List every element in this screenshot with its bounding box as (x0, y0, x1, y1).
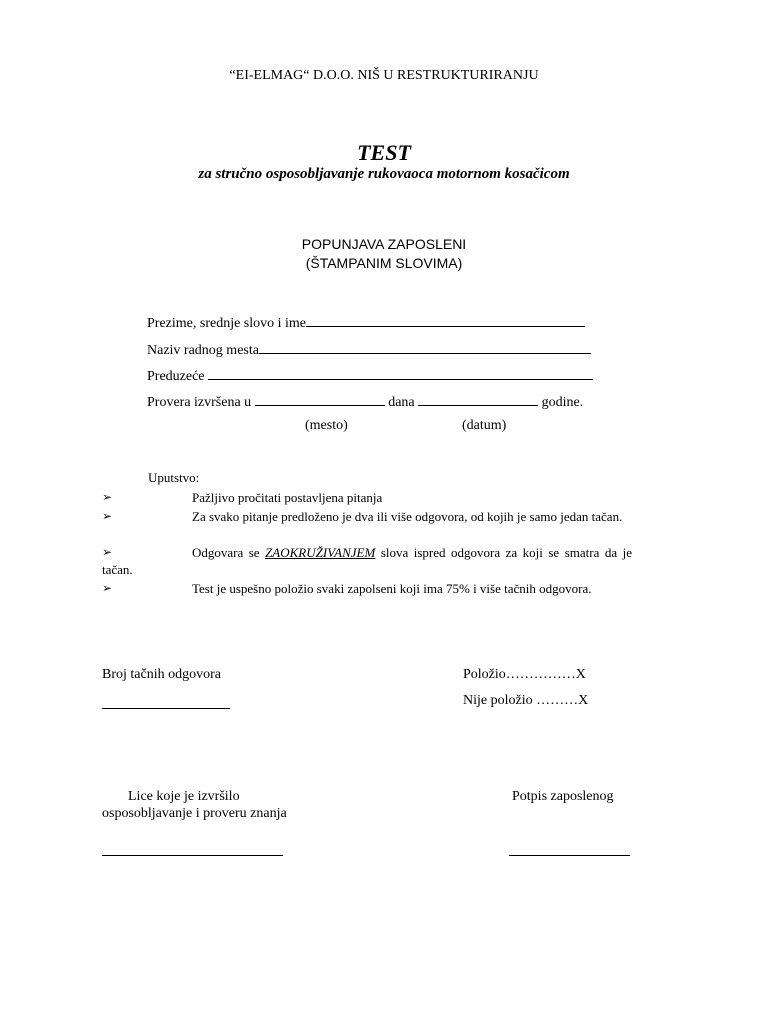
instruction-text-after: slova ispred odgovora za koji se smatra da je tačan. (102, 545, 632, 577)
failed-option[interactable]: Nije položio ………X (463, 693, 589, 708)
name-field-row (147, 314, 585, 332)
name-field-label: Prezime, srednje slovo i ime (147, 316, 307, 331)
employee-signature-label: Potpis zaposlenog (512, 789, 614, 804)
place-note: (mesto) (305, 418, 348, 433)
instruction-text: Za svako pitanje predloženo je dva ili više odgovora, od kojih je samo jedan tačan. (192, 509, 623, 524)
instruction-text (102, 544, 632, 578)
arrow-bullet-icon: ➢ (102, 581, 113, 595)
passed-option[interactable]: Položio……………X (463, 667, 586, 682)
company-header: “EI-ELMAG“ D.O.O. NIŠ U RESTRUKTURIRANJU (229, 68, 539, 83)
company-field-label: Preduzeće (147, 369, 205, 384)
instruction-item (102, 489, 632, 506)
instruction-emphasis: ZAOKRUŽIVANJEM (265, 545, 376, 560)
document-subtitle: za stručno osposobljavanje rukovaoca motornom kosačicom (198, 166, 570, 182)
instructions-title: Uputstvo: (148, 470, 200, 485)
correct-answers-label: Broj tačnih odgovora (102, 667, 221, 682)
date-field-line[interactable] (418, 393, 538, 406)
arrow-bullet-icon: ➢ (102, 509, 113, 523)
document-title: TEST (357, 140, 411, 165)
instruction-text: Pažljivo pročitati postavljena pitanja (192, 490, 383, 505)
workplace-field-row (147, 341, 591, 359)
arrow-bullet-icon: ➢ (102, 490, 113, 504)
employee-signature-line[interactable] (509, 840, 630, 856)
instruction-text-before: Odgovara se (192, 545, 266, 560)
instruction-item (102, 508, 632, 525)
company-field-row (147, 367, 593, 385)
fill-note-line2: (ŠTAMPANIM SLOVIMA) (305, 255, 463, 271)
company-field-line[interactable] (208, 367, 593, 380)
correct-answers-line[interactable] (102, 693, 230, 709)
date-note: (datum) (462, 418, 507, 433)
arrow-bullet-icon: ➢ (102, 545, 113, 559)
check-suffix-label: godine. (541, 395, 584, 410)
instruction-item (102, 544, 632, 578)
examiner-signature-line[interactable] (102, 840, 283, 856)
fill-note-line1: POPUNJAVA ZAPOSLENI (301, 236, 467, 252)
check-field-row (147, 393, 583, 411)
examiner-label-line1: Lice koje je izvršilo (128, 789, 240, 804)
workplace-field-line[interactable] (259, 341, 591, 354)
name-field-line[interactable] (306, 314, 585, 327)
examiner-label-line2: osposobljavanje i proveru znanja (102, 806, 287, 821)
instruction-text: Test je uspešno položio svaki zapolseni koji ima 75% i više tačnih odgovora. (192, 581, 592, 596)
check-mid-label: dana (388, 395, 415, 410)
workplace-field-label: Naziv radnog mesta (147, 343, 259, 358)
check-prefix-label: Provera izvršena u (147, 395, 252, 410)
place-field-line[interactable] (255, 393, 385, 406)
instruction-item (102, 580, 632, 597)
